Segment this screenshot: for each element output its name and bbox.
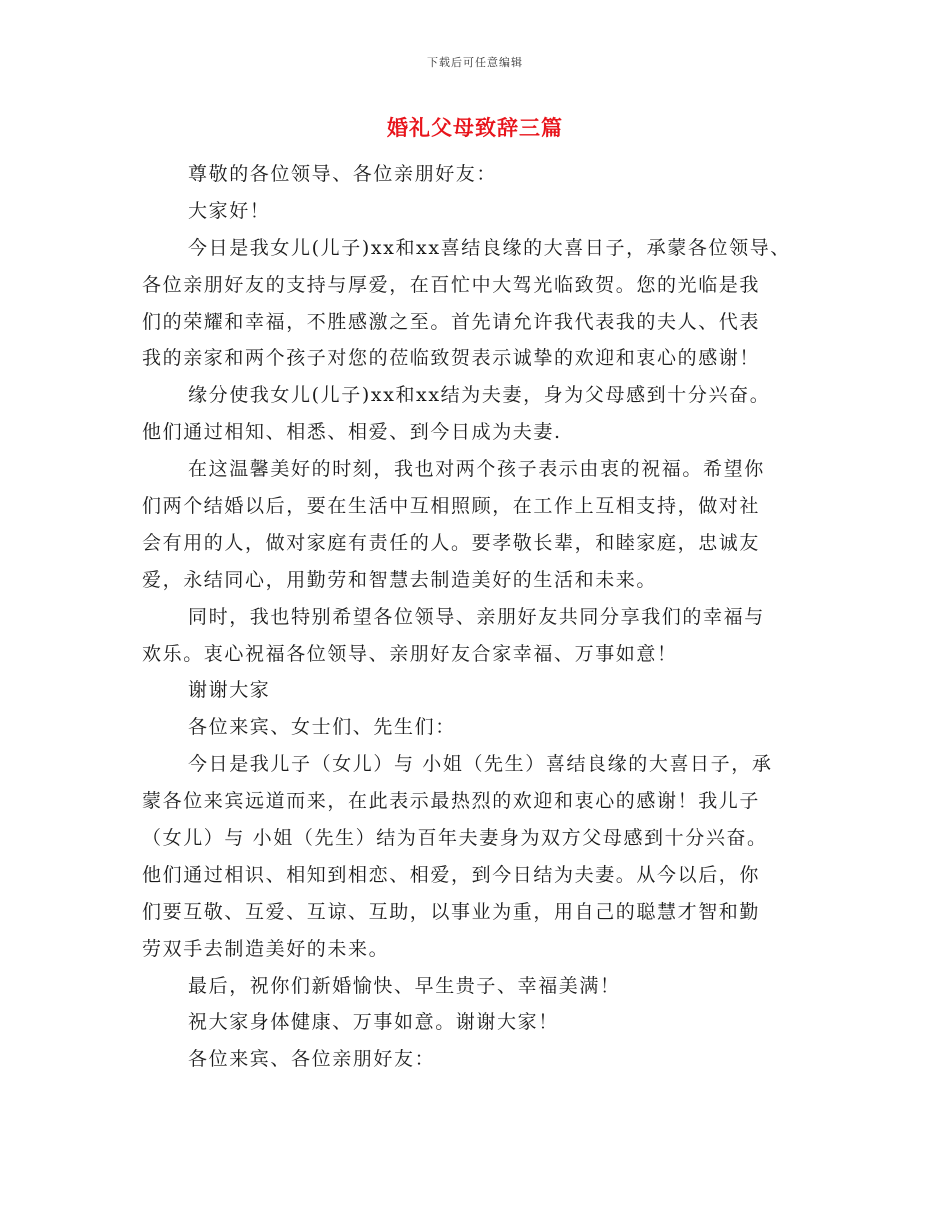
body-text-line: 同时，我也特别希望各位领导、亲朋好友共同分享我们的幸福与: [188, 605, 765, 628]
body-text-line: 们两个结婚以后，要在生活中互相照顾，在工作上互相支持，做对社: [142, 495, 761, 518]
body-text-line: 缘分使我女儿(儿子)xx和xx结为夫妻，身为父母感到十分兴奋。: [188, 384, 771, 407]
document-body: [142, 156, 842, 1078]
body-text-line: 蒙各位来宾远道而来，在此表示最热烈的欢迎和衷心的感谢！我儿子: [142, 790, 761, 813]
body-text-line: 他们通过相识、相知到相恋、相爱，到今日结为夫妻。从今以后，你: [142, 863, 761, 886]
body-text-line: 们要互敬、互爱、互谅、互助，以事业为重，用自己的聪慧才智和勤: [142, 900, 761, 923]
body-text-line: 祝大家身体健康、万事如意。谢谢大家！: [188, 1011, 559, 1034]
body-text-line: （女儿）与 小姐（先生）结为百年夫妻身为双方父母感到十分兴奋。: [142, 827, 768, 850]
body-text-line: 会有用的人，做对家庭有责任的人。要孝敬长辈，和睦家庭，忠诚友: [142, 531, 761, 554]
body-text-line: 欢乐。衷心祝福各位领导、亲朋好友合家幸福、万事如意！: [142, 642, 678, 665]
body-text-line: 谢谢大家: [188, 679, 271, 702]
body-text-line: 们的荣耀和幸福，不胜感激之至。首先请允许我代表我的夫人、代表: [142, 310, 761, 333]
body-text-line: 各位亲朋好友的支持与厚爱，在百忙中大驾光临致贺。您的光临是我: [142, 273, 761, 296]
body-text-line: 在这温馨美好的时刻，我也对两个孩子表示由衷的祝福。希望你: [188, 458, 765, 481]
body-text-line: 他们通过相知、相悉、相爱、到今日成为夫妻.: [142, 421, 562, 444]
body-text-line: 最后，祝你们新婚愉快、早生贵子、幸福美满！: [188, 974, 621, 997]
body-text-line: 我的亲家和两个孩子对您的莅临致贺表示诚挚的欢迎和衷心的感谢！: [142, 347, 761, 370]
header-note: 下载后可任意编辑: [427, 56, 523, 69]
body-text-line: 爱，永结同心，用勤劳和智慧去制造美好的生活和未来。: [142, 568, 658, 591]
body-text-line: 大家好！: [188, 199, 271, 222]
body-text-line: 各位来宾、各位亲朋好友：: [188, 1048, 436, 1071]
body-text-line: 今日是我儿子（女儿）与 小姐（先生）喜结良缘的大喜日子，承: [188, 753, 773, 776]
body-text-line: 各位来宾、女士们、先生们：: [188, 716, 456, 739]
body-text-line: 尊敬的各位领导、各位亲朋好友：: [188, 163, 498, 185]
body-text-line: 劳双手去制造美好的未来。: [142, 937, 390, 960]
body-text-line: 今日是我女儿(儿子)xx和xx喜结良缘的大喜日子，承蒙各位领导、: [188, 236, 791, 259]
document-title: 婚礼父母致辞三篇: [387, 115, 563, 140]
